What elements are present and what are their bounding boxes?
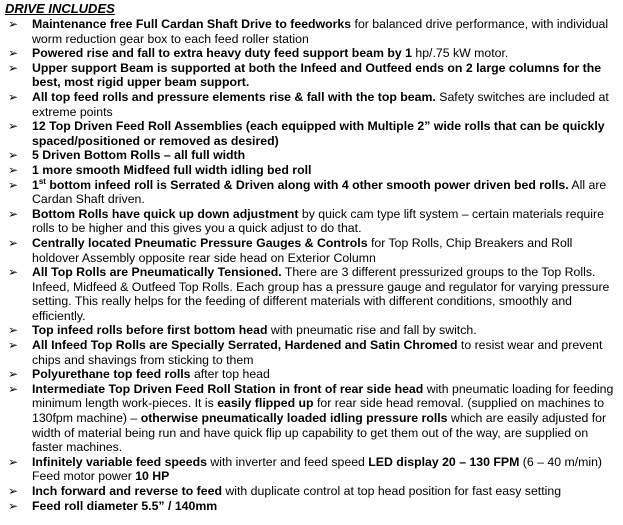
- list-item: [5, 265, 617, 323]
- list-item: [5, 90, 617, 119]
- section-heading: DRIVE INCLUDES: [5, 1, 115, 16]
- arrow-bullet-icon: ➢: [7, 206, 19, 221]
- list-item: [5, 499, 617, 514]
- bold-text: Powered rise and fall to extra heavy duty feed support beam by 1: [32, 46, 412, 61]
- bold-text: 1: [32, 177, 39, 192]
- bold-text: Polyurethane top feed rolls: [32, 367, 191, 382]
- arrow-bullet-icon: ➢: [7, 498, 19, 513]
- arrow-bullet-icon: ➢: [7, 265, 19, 280]
- bold-text: 5 Driven Bottom Rolls – all full width: [32, 148, 246, 163]
- body-text: All are Cardan Shaft driven.: [32, 177, 607, 207]
- bold-text: Infinitely variable feed speeds: [32, 454, 207, 469]
- bold-text: Centrally located Pneumatic Pressure Gauges & Controls: [32, 235, 368, 250]
- arrow-bullet-icon: ➢: [7, 177, 19, 192]
- bold-text: Top infeed rolls before first bottom head: [32, 323, 268, 338]
- bold-text: Upper support Beam is supported at both the Infeed and Outfeed ends on 2 large columns for the best, most rigid upper beam support.: [32, 60, 602, 90]
- bold-text: All top feed rolls and pressure elements rise & fall with the top beam.: [32, 89, 436, 104]
- list-item: [5, 367, 617, 382]
- body-text: by quick cam type lift system – certain materials require rolls to be higher and this gives you a quick adjust to do that.: [32, 206, 604, 236]
- arrow-bullet-icon: ➢: [7, 46, 19, 61]
- body-text: after top head: [190, 367, 270, 382]
- body-text: (6 – 40 m/min) Feed motor power: [32, 454, 603, 484]
- list-item: [5, 207, 617, 236]
- arrow-bullet-icon: ➢: [7, 60, 19, 75]
- bold-text: bottom infeed roll is Serrated & Driven along with 4 other smooth power driven bed rolls.: [45, 177, 569, 192]
- bold-text: 12 Top Driven Feed Roll Assemblies (each equipped with Multiple 2” wide rolls that can be quickly spaced/positioned or removed as desired): [32, 119, 605, 148]
- bold-text: otherwise pneumatically loaded idling pressure rolls: [140, 411, 448, 426]
- body-text: hp/.75 kW motor.: [411, 46, 509, 61]
- body-text: for balanced drive performance, with individual worm reduction gear box to each feed roller station: [32, 17, 609, 46]
- list-item: [5, 148, 617, 163]
- bold-text: All Top Rolls are Pneumatically Tensioned.: [32, 265, 282, 280]
- list-item: [5, 236, 617, 265]
- arrow-bullet-icon: ➢: [7, 89, 19, 104]
- bold-text: st: [38, 176, 46, 186]
- bold-text: Inch forward and reverse to feed: [32, 484, 222, 498]
- body-text: with pneumatic rise and fall by switch.: [267, 323, 477, 338]
- body-text: with inverter and feed speed: [206, 454, 369, 469]
- bold-text: Intermediate Top Driven Feed Roll Station in front of rear side head: [32, 381, 424, 396]
- body-text: for rear side head removal. (supplied on machines to 130fpm machine) –: [32, 396, 605, 426]
- list-item: [5, 178, 617, 207]
- bold-text: LED display 20 – 130 FPM: [368, 454, 520, 469]
- body-text: There are 3 different pressurized groups to the Top Rolls. Infeed, Midfeed & Outfeed Top Rolls. Each group has a pressure gauge and regulator for varying pressure setting. This really helps for the feeding of different materials with different conditions, smoothly and efficiently.: [32, 265, 610, 323]
- arrow-bullet-icon: ➢: [7, 381, 19, 396]
- bold-text: All Infeed Top Rolls are Specially Serrated, Hardened and Satin Chromed: [32, 338, 458, 353]
- arrow-bullet-icon: ➢: [7, 323, 19, 338]
- list-item: [5, 163, 617, 178]
- body-text: with pneumatic loading for feeding minimum length work-pieces. It is: [32, 381, 614, 411]
- arrow-bullet-icon: ➢: [7, 484, 19, 498]
- arrow-bullet-icon: ➢: [7, 367, 19, 382]
- bold-text: 1 more smooth Midfeed full width idling bed roll: [32, 162, 312, 177]
- list-item: [5, 119, 617, 148]
- arrow-bullet-icon: ➢: [7, 454, 19, 469]
- feature-list: [5, 17, 617, 513]
- arrow-bullet-icon: ➢: [7, 235, 19, 250]
- bold-text: Bottom Rolls have quick up down adjustment: [32, 206, 299, 221]
- body-text: Safety switches are included at extreme points: [32, 89, 609, 119]
- arrow-bullet-icon: ➢: [7, 119, 19, 134]
- bold-text: Maintenance free Full Cardan Shaft Drive to feedworks: [32, 17, 352, 31]
- list-item: [5, 382, 617, 455]
- arrow-bullet-icon: ➢: [7, 162, 19, 177]
- body-text: which are easily adjusted for width of material being run and have quick flip up capability to get them out of the way, are supplied on faster machines.: [32, 411, 607, 455]
- body-text: for Top Rolls, Chip Breakers and Roll holdover Assembly opposite rear side head on Exterior Column: [32, 235, 573, 265]
- arrow-bullet-icon: ➢: [7, 148, 19, 163]
- list-item: [5, 484, 617, 499]
- list-item: [5, 323, 617, 338]
- bold-text: 10 HP: [135, 469, 170, 484]
- bold-text: easily flipped up: [217, 396, 314, 411]
- list-item: [5, 455, 617, 484]
- list-item: [5, 46, 617, 61]
- body-text: with duplicate control at top head position for fast easy setting: [221, 484, 562, 498]
- arrow-bullet-icon: ➢: [7, 338, 19, 353]
- bold-text: Feed roll diameter 5.5” / 140mm: [32, 498, 218, 513]
- list-item: [5, 61, 617, 90]
- body-text: to resist wear and prevent chips and shavings from sticking to them: [32, 338, 603, 367]
- list-item: [5, 338, 617, 367]
- list-item: [5, 17, 617, 46]
- arrow-bullet-icon: ➢: [7, 17, 19, 31]
